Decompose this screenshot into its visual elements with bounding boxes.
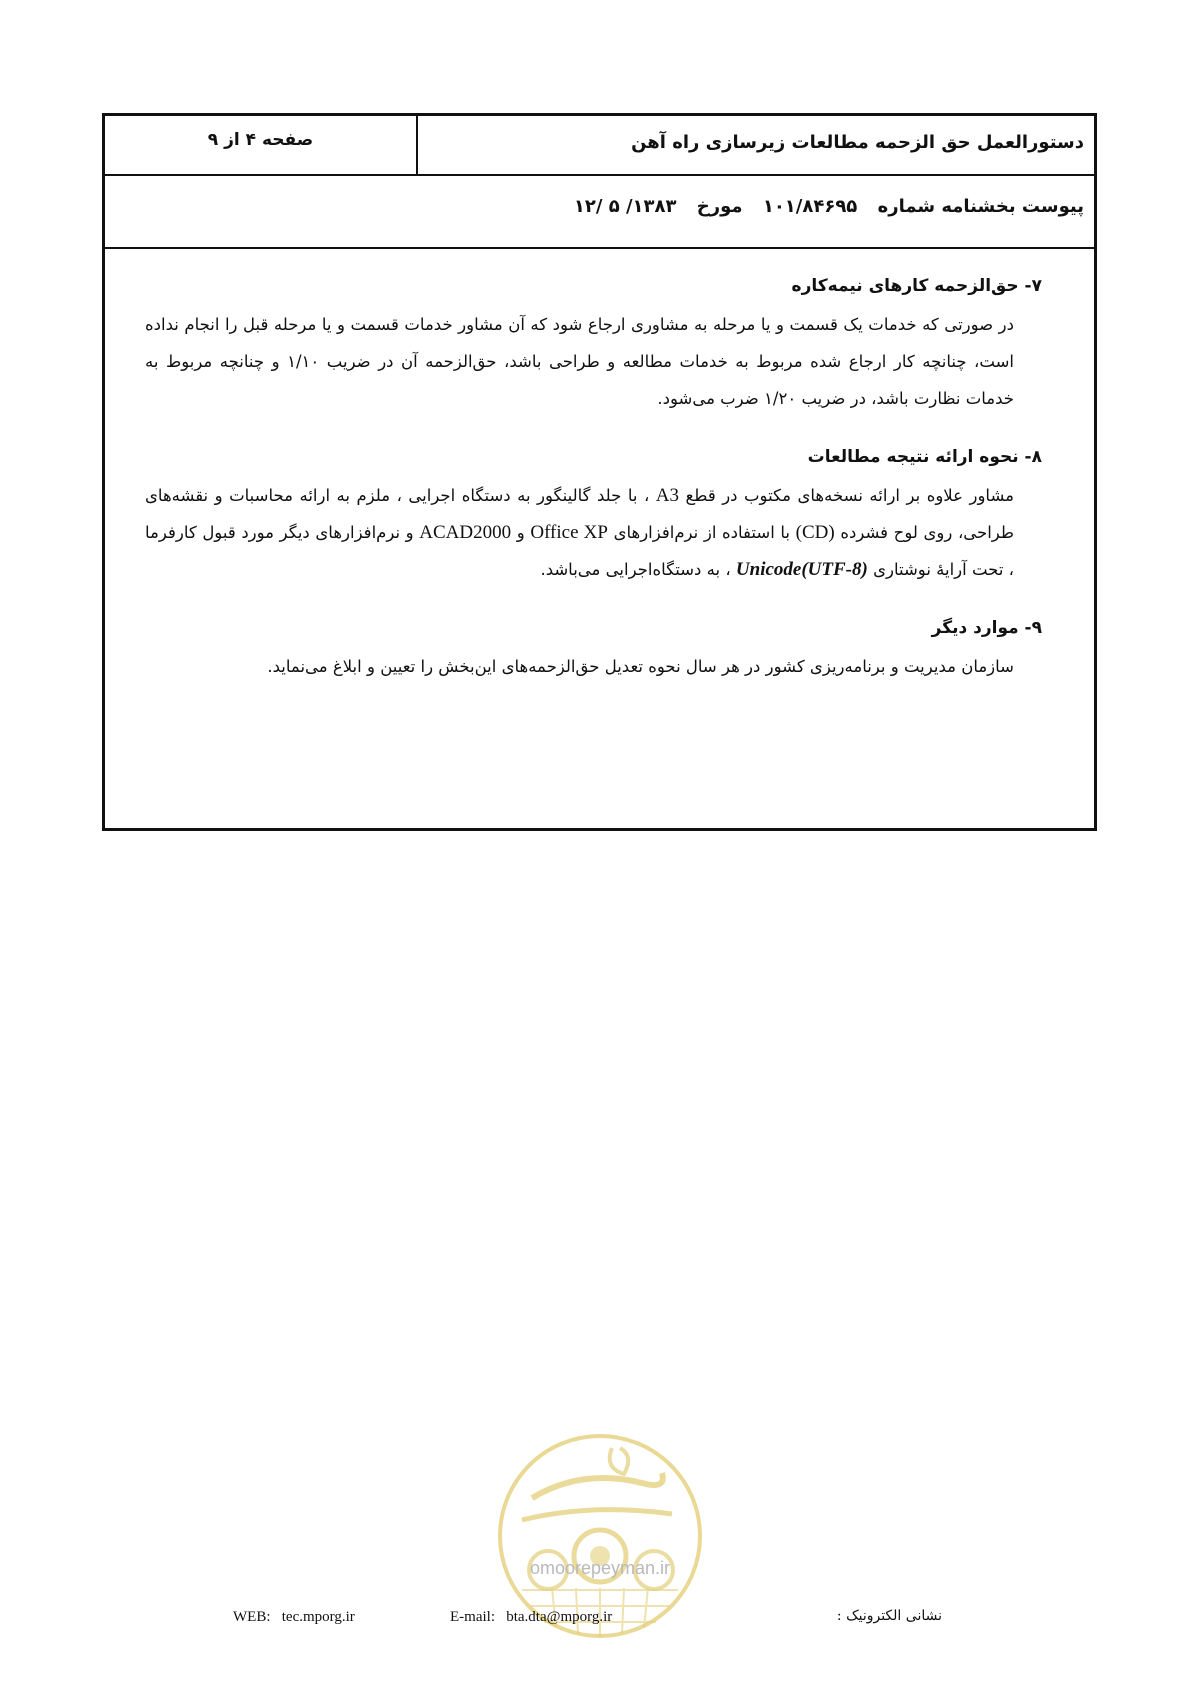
footer-email: E-mail: bta.dta@mporg.ir [450,1609,613,1625]
body-text: ، با جلد گالینگور به دستگاه اجرایی ، ملزم به ارائه محاسبات و نقشه‌های طراحی، روی لوح فشرده [145,486,1015,542]
body-text: ، به دستگاه‌اجرایی می‌باشد. [540,560,731,579]
footer-web: WEB: tec.mporg.ir [233,1609,355,1625]
attachment-line [560,196,1084,217]
software-office: Office XP [530,522,608,543]
section-title: ۷- حق‌الزحمه کارهای نیمه‌کاره [791,276,1042,296]
attachment-number: ۱۰۱/۸۴۶۹۵ [762,196,858,217]
document-content [145,276,1042,715]
section-title: ۸- نحوه ارائه نتیجه مطالعات [807,447,1042,467]
paper-size-a3: A3 [655,485,680,506]
cd-label: (CD) [795,522,835,543]
footer-label: نشانی الکترونیک : [836,1608,942,1624]
body-text: و نرم‌افزارهای دیگر مورد قبول کارفرما ، تحت آرایهٔ نوشتاری [145,523,1014,579]
section-7 [145,276,1042,417]
section-body [145,477,1042,588]
software-acad: ACAD2000 [419,522,512,543]
attachment-label: پیوست بخشنامه شماره [877,196,1084,217]
header-row-attachment [105,176,1094,249]
date-value: ۱۳۸۳/ ۵ /۱۲ [573,196,677,217]
section-title: ۹- موارد دیگر [931,618,1042,638]
section-9 [145,618,1042,685]
stamp-url: omoorepeyman.ir [529,1558,671,1578]
header-divider [416,116,418,174]
date-label: مورخ [696,196,743,217]
encoding-unicode: Unicode(UTF-8) [735,559,868,580]
section-8 [145,447,1042,588]
body-text: و [516,523,525,542]
document-title: دستورالعمل حق الزحمه مطالعات زیرسازی راه آهن [631,132,1084,153]
section-body: در صورتی که خدمات یک قسمت و یا مرحله به مشاوری ارجاع شود که آن مشاور خدمات قسمت و یا مرحله قبل را انجام نداده است، چنانچه کار ارجاع شده مربوط به خدمات مطالعه و طراحی باشد، حق‌الزحمه آن در ضریب ۱/۱۰ و چنانچه مربوط به خدمات نظارت باشد، در ضریب ۱/۲۰ ضرب می‌شود. [145,315,1014,408]
page-number: صفحه ۴ از ۹ [207,130,314,150]
document-frame [102,113,1097,831]
section-body: سازمان مدیریت و برنامه‌ریزی کشور در هر سال نحوه تعدیل حق‌الزحمه‌های این‌بخش را تعیین و ابلاغ می‌نماید. [267,657,1014,676]
body-text: با استفاده از نرم‌افزارهای [613,523,791,542]
body-text: مشاور علاوه بر ارائه نسخه‌های مکتوب در قطع [685,486,1015,505]
header-row-title [105,116,1094,176]
